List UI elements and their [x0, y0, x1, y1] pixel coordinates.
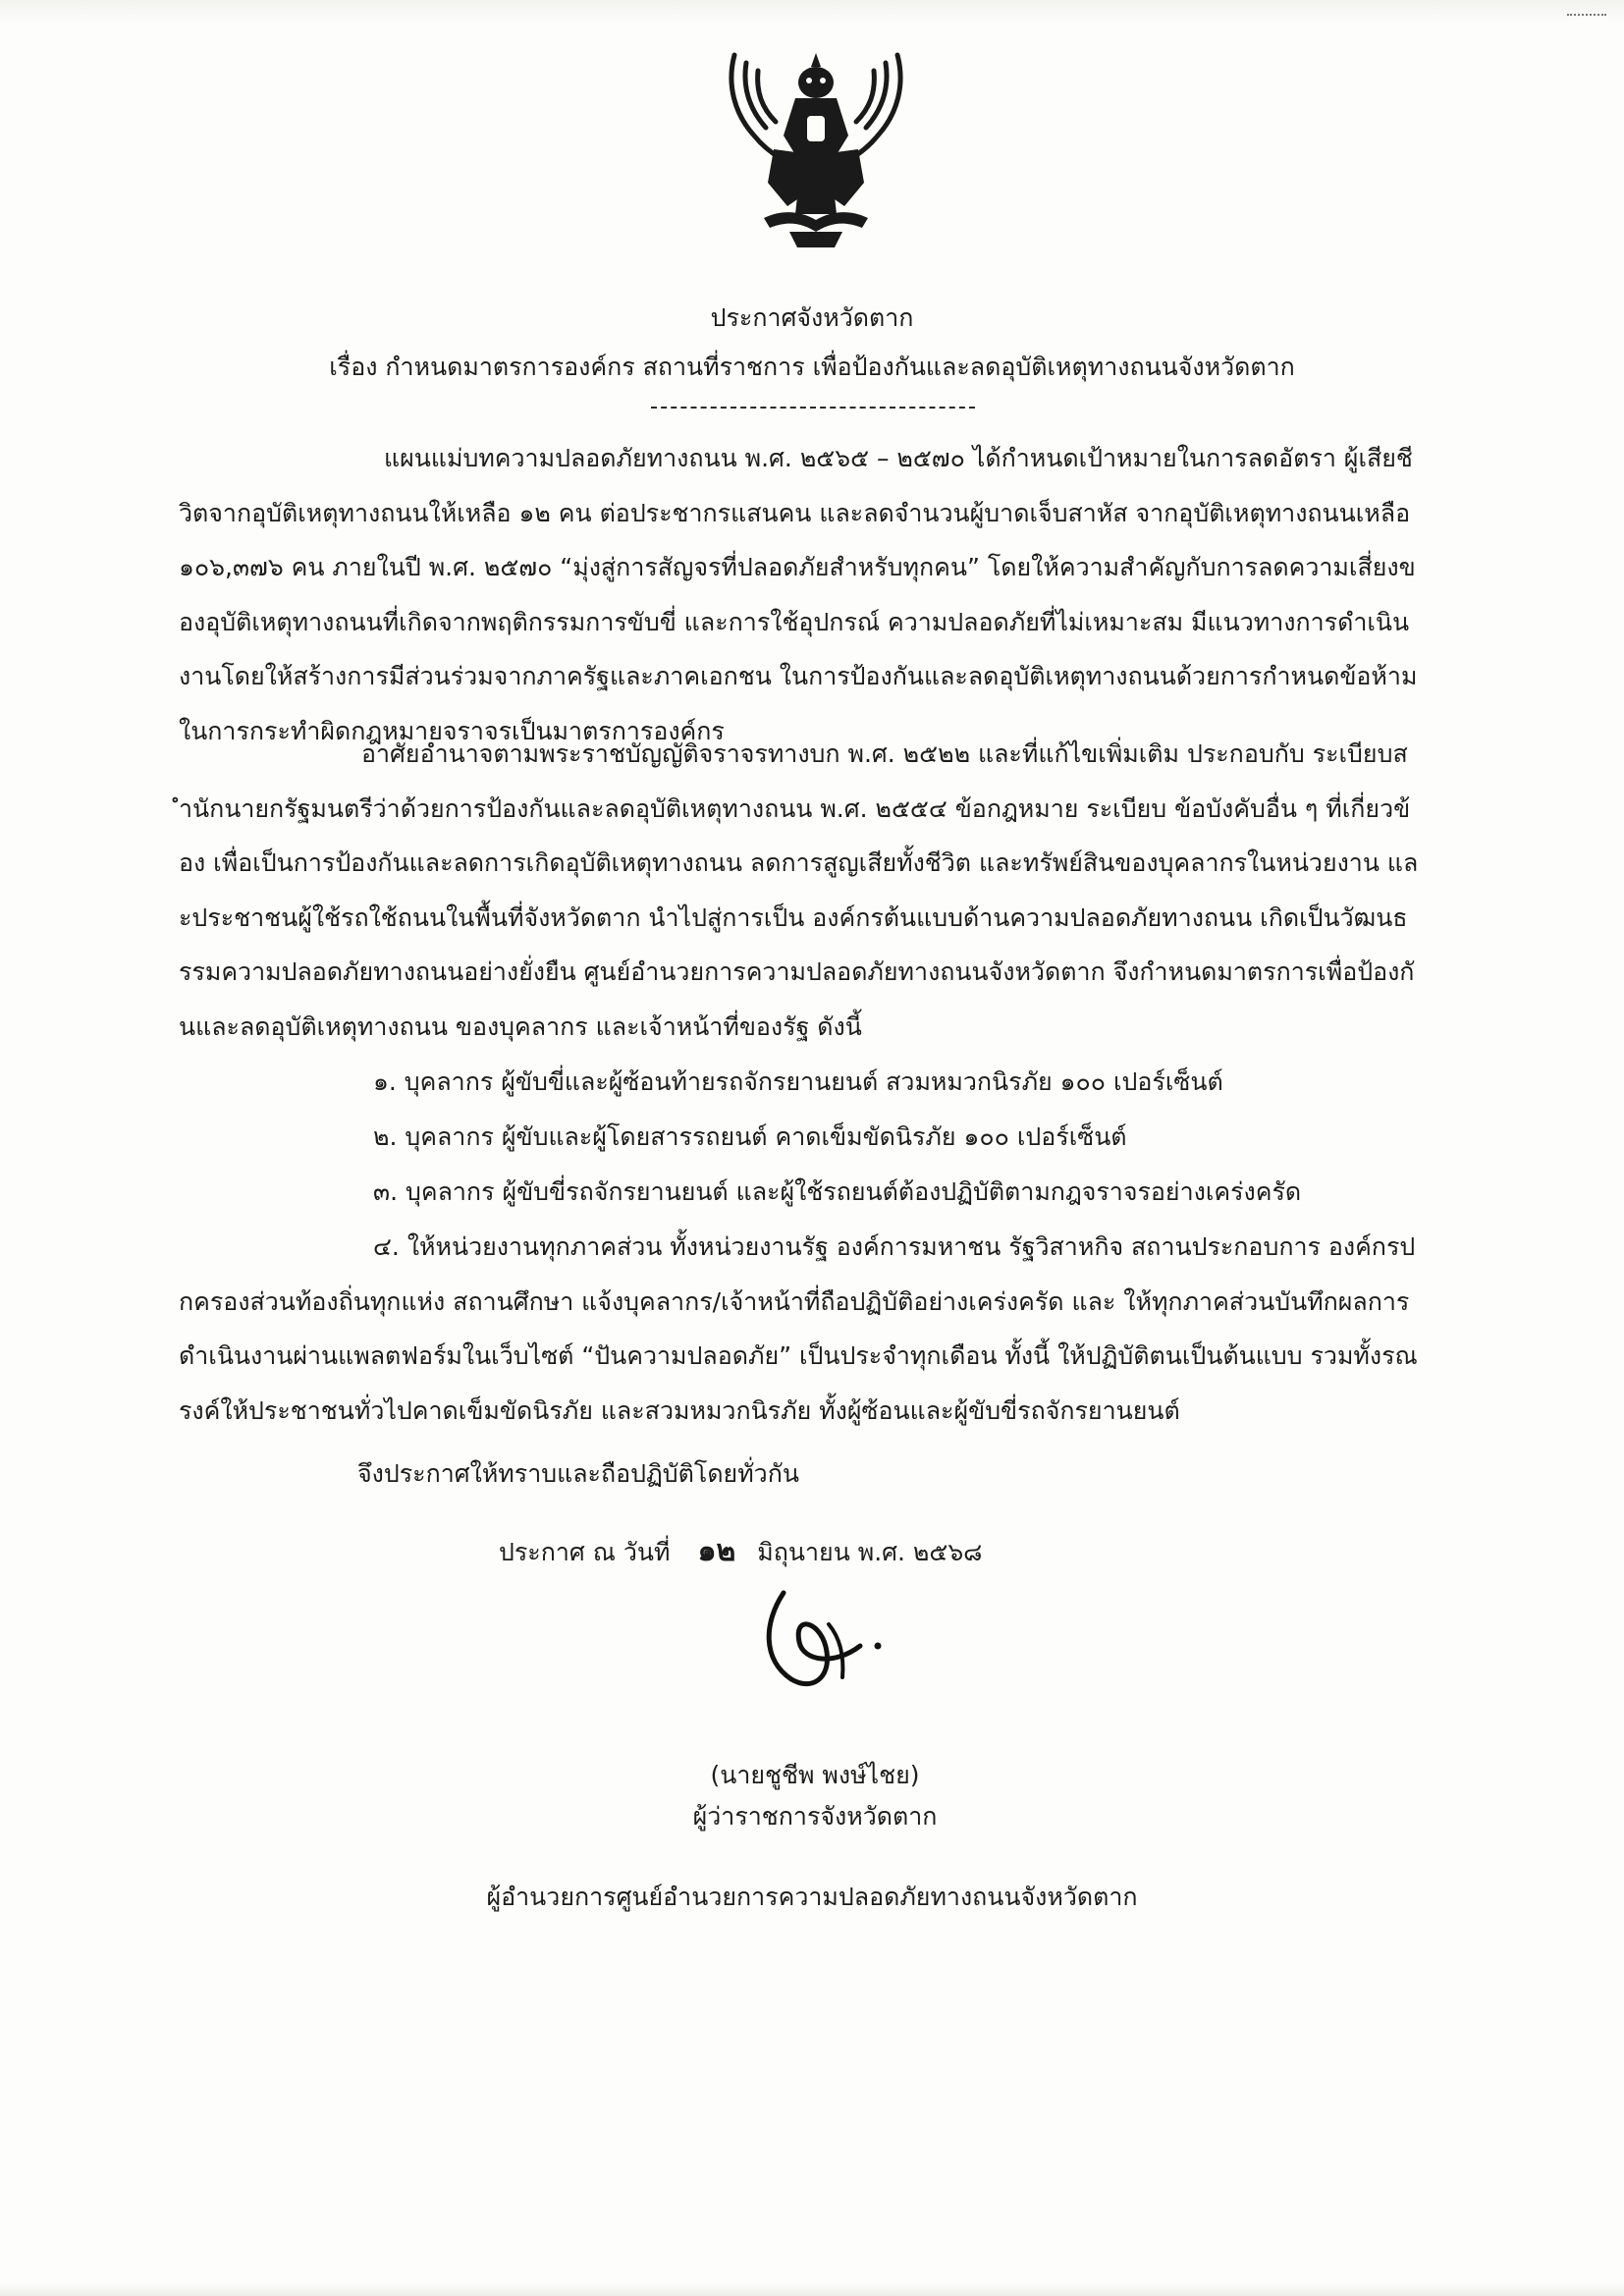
date-prefix: ประกาศ ณ วันที่ — [499, 1538, 671, 1566]
signatory-position: ผู้ว่าราชการจังหวัดตาก — [692, 1802, 938, 1831]
header-divider — [651, 407, 975, 409]
measure-item-2: ๒. บุคลากร ผู้ขับและผู้โดยสารรถยนต์ คาดเข็มขัดนิรภัย ๑๐๐ เปอร์เซ็นต์ — [373, 1122, 1127, 1151]
date-day: ๑๒ — [697, 1534, 736, 1568]
scan-mark — [1567, 14, 1606, 20]
measure-item-3: ๓. บุคลากร ผู้ขับขี่รถจักรยานยนต์ และผู้ใช้รถยนต์ต้องปฏิบัติตามกฎจราจรอย่างเคร่งครัด — [373, 1177, 1302, 1206]
measure-item-1: ๑. บุคลากร ผู้ขับขี่และผู้ซ้อนท้ายรถจักรยานยนต์ สวมหมวกนิรภัย ๑๐๐ เปอร์เซ็นต์ — [373, 1067, 1223, 1096]
body-paragraph-1: แผนแม่บทความปลอดภัยทางถนน พ.ศ. ๒๕๖๕ – ๒๕๗๐ ได้กำหนดเป้าหมายในการลดอัตรา ผู้เสียชีวิตจากอุบัติเหตุทางถนนให้เหลือ ๑๒ คน ต่อประชากรแสนคน และลดจำนวนผู้บาดเจ็บสาหัส จากอุบัติเหตุทางถนนเหลือ ๑๐๖,๓๗๖ คน ภายในปี พ.ศ. ๒๕๗๐ “มุ่งสู่การสัญจรที่ปลอดภัยสำหรับทุกคน” โดยให้ความสำคัญกับการลดความเสี่ยงของอุบัติเหตุทางถนนที่เกิดจากพฤติกรรมการขับขี่ และการใช้อุปกรณ์ ความปลอดภัยที่ไม่เหมาะสม มีแนวทางการดำเนินงานโดยให้สร้างการมีส่วนร่วมจากภาครัฐและภาคเอกชน ในการป้องกันและลดอุบัติเหตุทางถนนด้วยการกำหนดข้อห้ามในการกระทำผิดกฎหมายจราจรเป็นมาตรการองค์กร — [179, 444, 1418, 745]
closing-statement: จึงประกาศให้ทราบและถือปฏิบัติโดยทั่วกัน — [357, 1459, 799, 1488]
signature — [744, 1583, 901, 1697]
document-subject: เรื่อง กำหนดมาตรการองค์กร สถานที่ราชการ เพื่อป้องกันและลดอุบัติเหตุทางถนนจังหวัดตาก — [329, 353, 1295, 381]
scan-edge-bottom — [0, 2284, 1624, 2296]
measure-item-4: ๔. ให้หน่วยงานทุกภาคส่วน ทั้งหน่วยงานรัฐ องค์การมหาชน รัฐวิสาหกิจ สถานประกอบการ องค์กรปกครองส่วนท้องถิ่นทุกแห่ง สถานศึกษา แจ้งบุคลากร/เจ้าหน้าที่ถือปฏิบัติอย่างเคร่งครัด และ ให้ทุกภาคส่วนบันทึกผลการดำเนินงานผ่านแพลตฟอร์มในเว็บไซต์ “ปันความปลอดภัย” เป็นประจำทุกเดือน ทั้งนี้ ให้ปฏิบัติตนเป็นต้นแบบ รวมทั้งรณรงค์ให้ประชาชนทั่วไปคาดเข็มขัดนิรภัย และสวมหมวกนิรภัย ทั้งผู้ซ้อนและผู้ขับขี่รถจักรยานยนต์ — [179, 1232, 1418, 1425]
scan-edge-top — [0, 0, 1624, 22]
announcement-date — [499, 1524, 1382, 1580]
signatory-name: (นายชูชีพ พงษ์ไชย) — [710, 1761, 920, 1789]
date-month-year: มิถุนายน พ.ศ. ๒๕๖๘ — [757, 1538, 983, 1566]
document-title: ประกาศจังหวัดตาก — [710, 303, 914, 332]
signatory-position-2: ผู้อำนวยการศูนย์อำนวยการความปลอดภัยทางถนนจังหวัดตาก — [486, 1883, 1138, 1911]
garuda-emblem-icon — [705, 45, 927, 257]
body-paragraph-2: อาศัยอำนาจตามพระราชบัญญัติจราจรทางบก พ.ศ. ๒๕๒๒ และที่แก้ไขเพิ่มเติม ประกอบกับ ระเบียบสำนักนายกรัฐมนตรีว่าด้วยการป้องกันและลดอุบัติเหตุทางถนน พ.ศ. ๒๕๕๔ ข้อกฎหมาย ระเบียบ ข้อบังคับอื่น ๆ ที่เกี่ยวข้อง เพื่อเป็นการป้องกันและลดการเกิดอุบัติเหตุทางถนน ลดการสูญเสียทั้งชีวิต และทรัพย์สินของบุคลากรในหน่วยงาน และประชาชนผู้ใช้รถใช้ถนนในพื้นที่จังหวัดตาก นำไปสู่การเป็น องค์กรต้นแบบด้านความปลอดภัยทางถนน เกิดเป็นวัฒนธรรมความปลอดภัยทางถนนอย่างยั่งยืน ศูนย์อำนวยการความปลอดภัยทางถนนจังหวัดตาก จึงกำหนดมาตรการเพื่อป้องกันและลดอุบัติเหตุทางถนน ของบุคลากร และเจ้าหน้าที่ของรัฐ ดังนี้ — [179, 739, 1419, 1041]
